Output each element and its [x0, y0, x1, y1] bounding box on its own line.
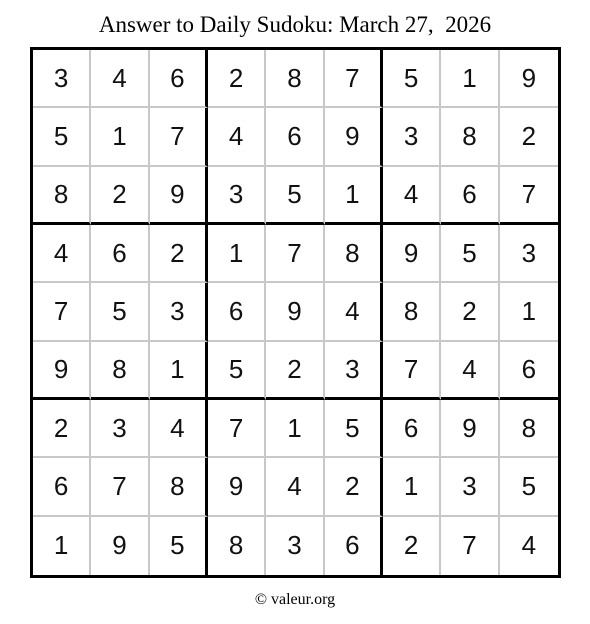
sudoku-cell-r9-c2: 9	[91, 517, 149, 575]
sudoku-cell-r1-c6: 7	[325, 50, 383, 108]
sudoku-cell-r4-c3: 2	[150, 225, 208, 283]
sudoku-cell-r5-c7: 8	[383, 283, 441, 341]
sudoku-cell-r1-c5: 8	[266, 50, 324, 108]
sudoku-cell-r9-c5: 3	[266, 517, 324, 575]
sudoku-cell-r1-c9: 9	[500, 50, 558, 108]
sudoku-cell-r2-c1: 5	[33, 108, 91, 166]
sudoku-cell-r4-c4: 1	[208, 225, 266, 283]
sudoku-cell-r7-c4: 7	[208, 400, 266, 458]
sudoku-cell-r1-c1: 3	[33, 50, 91, 108]
sudoku-cell-r2-c7: 3	[383, 108, 441, 166]
sudoku-cell-r1-c2: 4	[91, 50, 149, 108]
sudoku-cell-r6-c5: 2	[266, 342, 324, 400]
sudoku-cell-r7-c3: 4	[150, 400, 208, 458]
sudoku-cell-r3-c3: 9	[150, 167, 208, 225]
sudoku-cell-r5-c5: 9	[266, 283, 324, 341]
sudoku-cell-r7-c7: 6	[383, 400, 441, 458]
sudoku-cell-r8-c4: 9	[208, 458, 266, 516]
sudoku-cell-r5-c4: 6	[208, 283, 266, 341]
sudoku-cell-r7-c9: 8	[500, 400, 558, 458]
sudoku-cell-r2-c3: 7	[150, 108, 208, 166]
sudoku-cell-r6-c6: 3	[325, 342, 383, 400]
sudoku-cell-r2-c9: 2	[500, 108, 558, 166]
sudoku-cell-r4-c2: 6	[91, 225, 149, 283]
sudoku-cell-r9-c9: 4	[521, 530, 537, 561]
sudoku-cell-r7-c5: 1	[266, 400, 324, 458]
sudoku-cell-r6-c7: 7	[383, 342, 441, 400]
sudoku-cell-r8-c6: 2	[325, 458, 383, 516]
sudoku-cell-r1-c4: 2	[208, 50, 266, 108]
sudoku-cell-r2-c4: 4	[208, 108, 266, 166]
sudoku-cell-r3-c4: 3	[208, 167, 266, 225]
sudoku-cell-r8-c3: 8	[150, 458, 208, 516]
sudoku-cell-r5-c1: 7	[33, 283, 91, 341]
sudoku-cell-r3-c6: 1	[325, 167, 383, 225]
sudoku-cell-r5-c3: 3	[150, 283, 208, 341]
sudoku-cell-r2-c8: 8	[441, 108, 499, 166]
sudoku-cell-r6-c4: 5	[208, 342, 266, 400]
sudoku-cell-r9-c6: 6	[325, 517, 383, 575]
sudoku-cell-r8-c9: 5	[500, 458, 558, 516]
sudoku-cell-r6-c3: 1	[150, 342, 208, 400]
sudoku-cell-r3-c8: 6	[441, 167, 499, 225]
sudoku-cell-r3-c5: 5	[266, 167, 324, 225]
sudoku-cell-r3-c1: 8	[33, 167, 91, 225]
sudoku-cell-r8-c8: 3	[441, 458, 499, 516]
sudoku-cell-r4-c6: 8	[325, 225, 383, 283]
sudoku-cell-r1-c8: 1	[441, 50, 499, 108]
sudoku-cell-r7-c6: 5	[325, 400, 383, 458]
copyright-footer: © valeur.org	[254, 591, 336, 608]
sudoku-cell-r8-c5: 4	[266, 458, 324, 516]
sudoku-cell-r1-c3: 6	[150, 50, 208, 108]
sudoku-cell-r2-c6: 9	[325, 108, 383, 166]
sudoku-cell-r6-c9: 6	[500, 342, 558, 400]
sudoku-cell-r7-c1: 2	[33, 400, 91, 458]
sudoku-cell-r9-c8: 7	[441, 517, 499, 575]
sudoku-cell-r4-c5: 7	[266, 225, 324, 283]
sudoku-cell-r5-c8: 2	[441, 283, 499, 341]
sudoku-cell-r3-c7: 4	[383, 167, 441, 225]
sudoku-cell-r6-c1: 9	[33, 342, 91, 400]
sudoku-cell-r2-c2: 1	[91, 108, 149, 166]
sudoku-cell-r4-c8: 5	[441, 225, 499, 283]
sudoku-cell-r8-c7: 1	[383, 458, 441, 516]
sudoku-cell-r7-c8: 9	[441, 400, 499, 458]
sudoku-cell-r1-c7: 5	[383, 50, 441, 108]
sudoku-board	[30, 47, 561, 578]
sudoku-cell-r4-c7: 9	[383, 225, 441, 283]
sudoku-cell-r4-c1: 4	[33, 225, 91, 283]
sudoku-cell-r5-c2: 5	[91, 283, 149, 341]
sudoku-cell-r9-c7: 2	[383, 517, 441, 575]
sudoku-cell-r4-c9: 3	[500, 225, 558, 283]
sudoku-cell-r3-c9: 7	[500, 167, 558, 225]
sudoku-cell-r7-c2: 3	[91, 400, 149, 458]
sudoku-cell-r5-c6: 4	[325, 283, 383, 341]
sudoku-cell-r9-c3: 5	[150, 517, 208, 575]
puzzle-title: Answer to Daily Sudoku: March 27, 2026	[98, 12, 492, 37]
sudoku-cell-r9-c4: 8	[208, 517, 266, 575]
sudoku-cell-r6-c2: 8	[91, 342, 149, 400]
sudoku-cell-r2-c5: 6	[266, 108, 324, 166]
sudoku-cell-r3-c2: 2	[91, 167, 149, 225]
sudoku-cell-r8-c1: 6	[33, 458, 91, 516]
sudoku-cell-r9-c1: 1	[33, 517, 91, 575]
sudoku-cell-r6-c8: 4	[441, 342, 499, 400]
sudoku-cell-r5-c9: 1	[500, 283, 558, 341]
sudoku-cell-r8-c2: 7	[91, 458, 149, 516]
